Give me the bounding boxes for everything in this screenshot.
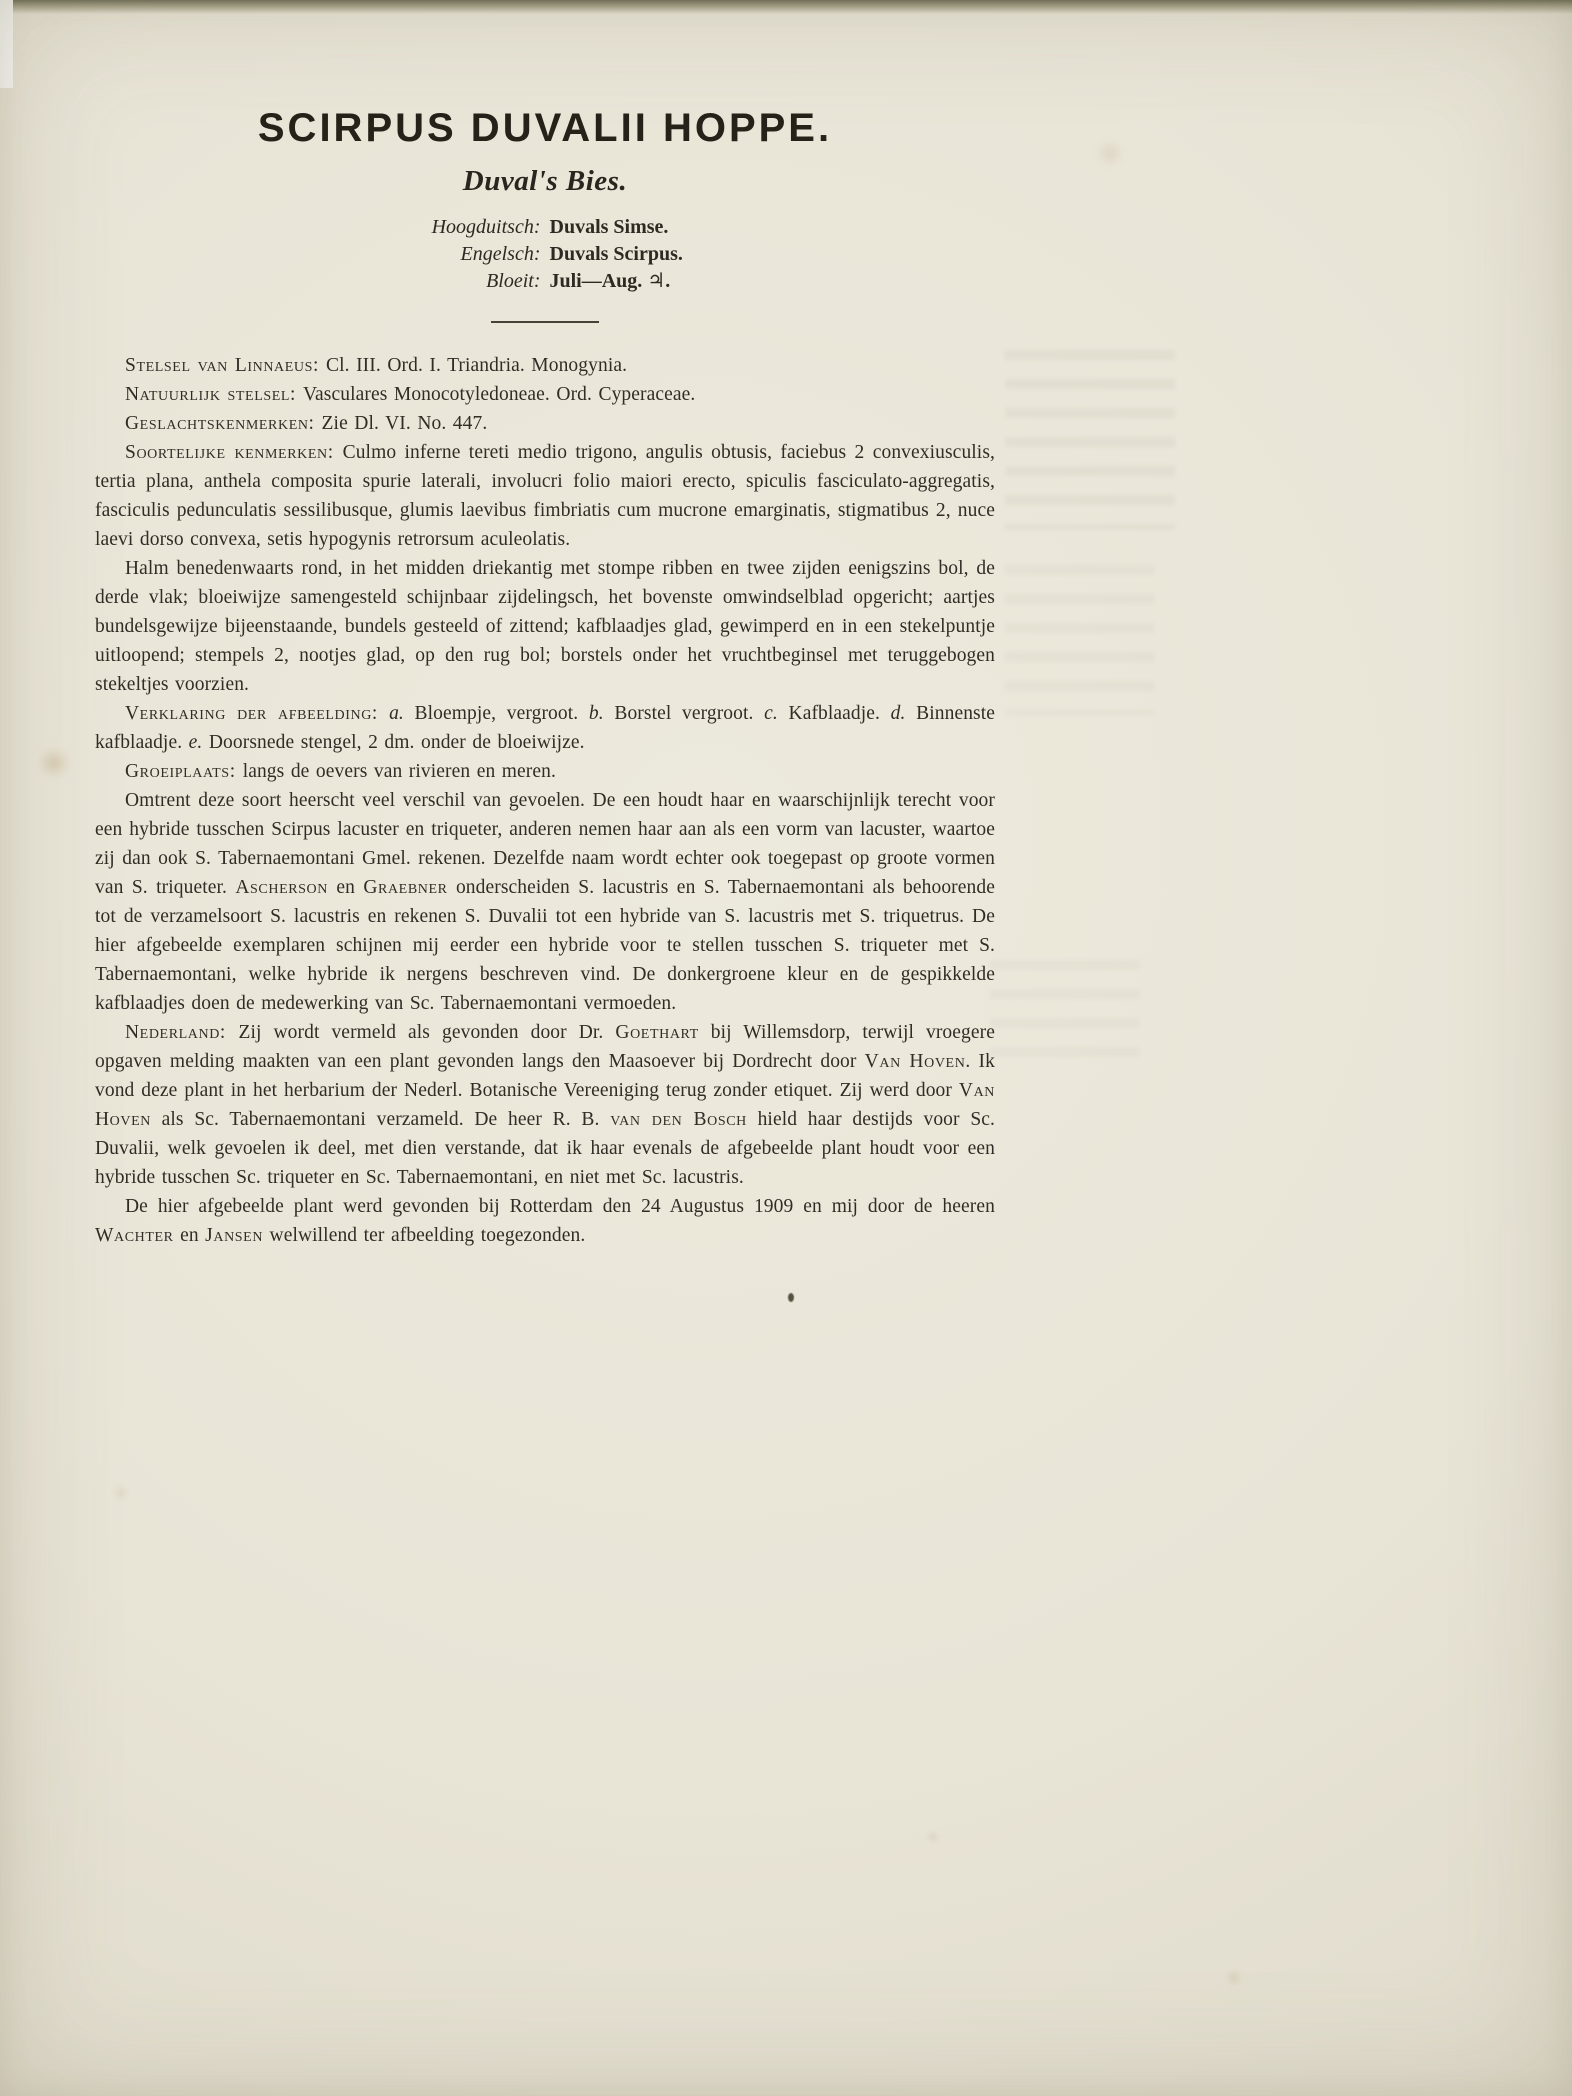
- text-segment: Goethart: [615, 1022, 699, 1043]
- article-body: [95, 351, 995, 1250]
- ink-speck: [788, 1293, 794, 1302]
- translation-label: Hoogduitsch:: [431, 216, 541, 238]
- text-segment: Cl. III. Ord. I. Triandria. Monogynia.: [326, 355, 628, 376]
- show-through-ghost: [1005, 565, 1155, 715]
- text-segment: en: [173, 1225, 206, 1246]
- translation-line-hoogduitsch: [95, 214, 995, 241]
- translation-value: Duvals Simse.: [549, 216, 669, 238]
- translation-list: [95, 214, 995, 295]
- text-segment: . Ik vond deze plant in het herbarium der Nederl. Botanische Vereeniging terug zonder etiquet. Zij werd door: [95, 1051, 995, 1101]
- text-segment: a.: [389, 703, 404, 724]
- text-segment: Jansen: [205, 1225, 264, 1246]
- text-segment: Nederland:: [125, 1022, 239, 1043]
- text-segment: van den Bosch: [610, 1109, 747, 1130]
- translation-line-engelsch: [95, 241, 995, 268]
- translation-label: Bloeit:: [486, 270, 541, 292]
- text-segment: Geslachtskenmerken:: [125, 413, 322, 434]
- text-segment: Zij wordt vermeld als gevonden door Dr.: [238, 1022, 616, 1043]
- paper-stain: [928, 1832, 938, 1842]
- paper-stain: [1226, 1970, 1242, 1986]
- text-segment: bij Willemsdorp, terwijl vroegere opgaven melding maakten van een plant gevonden langs den Maasoever bij Dordrecht door: [95, 1022, 995, 1072]
- text-segment: hield haar destijds voor Sc. Duvalii, welk gevoelen ik deel, met dien verstande, dat ik haar evenals de afgebeelde plant houdt voor een hybride tusschen Sc. triqueter en Sc. Tabernaemontani, en niet met Sc. lacustris.: [95, 1109, 996, 1188]
- divider-rule: [491, 321, 599, 323]
- paragraph-soortelijke-kenmerken: [95, 438, 995, 554]
- text-segment: c.: [764, 703, 778, 724]
- text-segment: Natuurlijk stelsel:: [125, 384, 304, 405]
- paragraph-omtrent-deze-soort: [95, 786, 995, 1018]
- paragraph-verklaring-der-afbeelding: [95, 699, 995, 757]
- paragraph-natuurlijk-stelsel: [95, 380, 995, 409]
- paper-stain: [36, 748, 72, 778]
- text-segment: langs de oevers van rivieren en meren.: [242, 761, 556, 782]
- translation-line-bloeit: [95, 268, 995, 295]
- text-segment: als Sc. Tabernaemontani verzameld. De heer R. B.: [150, 1109, 611, 1130]
- text-segment: Graebner: [363, 877, 448, 898]
- show-through-ghost: [1005, 350, 1175, 530]
- text-segment: welwillend ter afbeelding toegezonden.: [263, 1225, 586, 1246]
- text-segment: Doorsnede stengel, 2 dm. onder de bloeiwijze.: [202, 732, 585, 753]
- text-segment: Ascherson: [235, 877, 328, 898]
- text-segment: Kafblaadje.: [777, 703, 891, 724]
- text-segment: Van Hoven: [95, 1080, 995, 1130]
- page-title: SCIRPUS DUVALII HOPPE.: [257, 106, 833, 150]
- text-segment: De hier afgebeelde plant werd gevonden bij Rotterdam den 24 Augustus 1909 en mij door de heeren: [125, 1196, 995, 1217]
- translation-label: Engelsch:: [460, 243, 541, 265]
- text-segment: Stelsel van Linnaeus:: [125, 355, 327, 376]
- text-segment: e.: [188, 732, 203, 753]
- text-segment: Wachter: [95, 1225, 174, 1246]
- text-segment: Bloempje, vergroot.: [403, 703, 589, 724]
- text-segment: onderscheiden S. lacustris en S. Tabernaemontani als behoorende tot de verzamelsoort S. lacustris en rekenen S. Duvalii tot een hybride van S. lacustris met S. triquetrus. De hier afgebeelde exemplaren schijnen mij eerder een hybride voor te stellen tusschen S. triqueter met S. Tabernaemontani, welke hybride ik nergens beschreven vind. De donkergroene kleur en de gespikkelde kafblaadjes doen de medewerking van Sc. Tabernaemontani vermoeden.: [95, 877, 995, 1014]
- text-segment: Groeiplaats:: [125, 761, 243, 782]
- text-segment: Verklaring der afbeelding:: [125, 703, 390, 724]
- text-block: [95, 0, 995, 1250]
- text-segment: Culmo inferne tereti medio trigono, angulis obtusis, faciebus 2 convexiusculis, tertia plana, anthela composita spurie laterali, involucri folio maiori erecto, spiculis fasciculato-aggregatis, fasciculis pedunculatis sessilibusque, glumis laevibus fimbriatis cum mucrone emarginatis, stigmatibus 2, nuce laevi dorso convexa, setis hypogynis retrorsum aculeolatis.: [95, 442, 995, 550]
- paragraph-nederland: [95, 1018, 995, 1192]
- show-through-ghost: [990, 960, 1140, 1070]
- text-segment: Zie Dl. VI. No. 447.: [321, 413, 488, 434]
- text-segment: d.: [890, 703, 906, 724]
- paragraph-halm: [95, 554, 995, 699]
- text-segment: Omtrent deze soort heerscht veel verschil van gevoelen. De een houdt haar en waarschijnlijk terecht voor een hybride tusschen Scirpus lacuster en triqueter, anderen nemen haar aan als een vorm van lacuster, waartoe zij dan ook S. Tabernaemontani Gmel. rekenen. Dezelfde naam wordt echter ook toegepast op groote vormen van S. triqueter.: [95, 790, 995, 898]
- paper-stain: [114, 1486, 128, 1500]
- scan-corner: [0, 0, 13, 88]
- text-segment: Vasculares Monocotyledoneae. Ord. Cyperaceae.: [303, 384, 696, 405]
- text-segment: Borstel vergroot.: [603, 703, 765, 724]
- translation-value: Duvals Scirpus.: [549, 243, 683, 265]
- text-segment: en: [327, 877, 364, 898]
- paper-stain: [1096, 140, 1124, 166]
- paragraph-stelsel-van-linnaeus: [95, 351, 995, 380]
- paragraph-geslachtskenmerken: [95, 409, 995, 438]
- translation-value: Juli—Aug. ♃.: [549, 270, 671, 292]
- text-segment: b.: [588, 703, 604, 724]
- page-subtitle: Duval's Bies.: [462, 165, 628, 197]
- text-segment: Van Hoven: [864, 1051, 966, 1072]
- text-segment: Binnenste kafblaadje.: [95, 703, 996, 753]
- paragraph-groeiplaats: [95, 757, 995, 786]
- text-segment: Soortelijke kenmerken:: [125, 442, 343, 463]
- text-segment: Halm benedenwaarts rond, in het midden driekantig met stompe ribben en twee zijden eenigszins bol, de derde vlak; bloeiwijze samengesteld schijnbaar zijdelingsch, het bovenste omwindselblad opgericht; aartjes bundelsgewijze bijeenstaande, bundels gesteeld of zittend; kafblaadjes glad, gewimperd en in een stekelpuntje uitloopend; stempels 2, nootjes glad, op den rug bol; borstels onder het vruchtbeginsel met teruggebogen stekeltjes voorzien.: [95, 558, 995, 695]
- paragraph-slot: [95, 1192, 995, 1250]
